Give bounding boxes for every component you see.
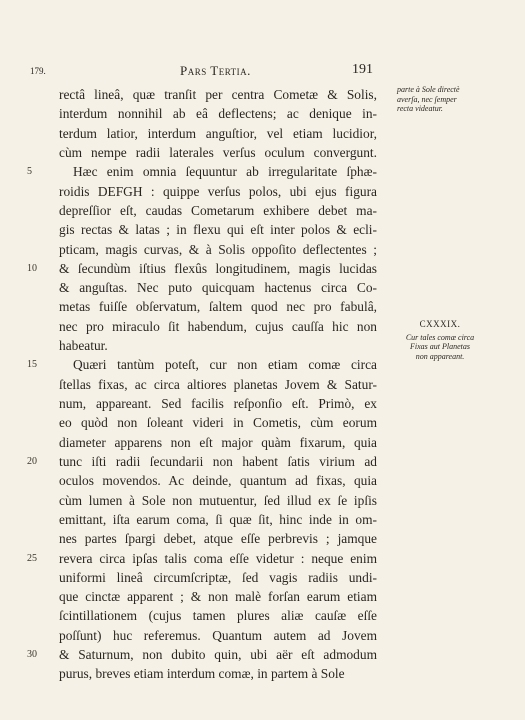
text-line: [59, 297, 377, 316]
text-line: [59, 664, 377, 683]
text-line-content: cùm nempe radii laterales verſus oculum convergunt.: [59, 144, 377, 160]
margin-note-line: Cur tales comæ circa: [405, 332, 475, 342]
text-line: [59, 394, 377, 413]
left-margin-number: 179.: [30, 66, 46, 76]
text-line-content: que cinctæ apparent ; & non malè forſan earum etiam: [59, 589, 377, 605]
text-line-content: ſcintillationem (cujus tamen plures aliæ cauſæ eſſe: [59, 608, 377, 624]
text-line: [27, 355, 377, 374]
text-line: [59, 85, 377, 104]
text-line-content: & Saturnum, non dubito quin, ubi aër eſt admodum: [59, 647, 377, 663]
text-line: [59, 143, 377, 162]
text-line-content: interdum nonnihil ab eâ deflectens; ac denique in-: [59, 106, 377, 122]
text-line-content: revera circa ipſas talis coma eſſe videtur : neque enim: [59, 550, 377, 566]
running-header: [0, 63, 525, 81]
text-line-content: Quæri tantùm poteſt, cur non etiam comæ circa: [73, 357, 377, 373]
margin-note-line: Fixas aut Planetas: [410, 342, 470, 351]
text-line: [27, 259, 377, 278]
text-line-content: metas fuiſſe obſervatum, ſaltem quod nec pro fabulâ,: [59, 299, 377, 315]
text-line-content: pticam, magis curvas, & à Solis oppoſito deflectentes ;: [59, 241, 377, 257]
text-line: [59, 510, 377, 529]
text-line-content: oculos movendos. Ac deinde, quantum ad fixas, quia: [59, 473, 377, 489]
margin-note-line: recta videatur.: [397, 104, 443, 113]
text-line-content: cùm lumen à Sole non mutuentur, ſed illud ex ſe ipſis: [59, 492, 377, 508]
text-line: [59, 413, 377, 432]
margin-note-top: [397, 85, 487, 114]
line-number: 5: [27, 166, 32, 178]
text-line: [59, 201, 377, 220]
text-line-content: diameter apparens non eſt major quàm fixarum, quia: [59, 434, 377, 450]
text-line: [59, 124, 377, 143]
text-line-content: habeatur.: [59, 338, 108, 354]
text-line: [59, 471, 377, 490]
text-line: [59, 626, 377, 645]
text-line-content: tunc iſti radii ſecundarii non habent ſatis virium ad: [59, 453, 377, 469]
text-line-content: terdum latior, interdum anguſtior, vel etiam lucidior,: [59, 125, 377, 141]
text-line: [59, 587, 377, 606]
line-number: 25: [27, 552, 37, 564]
text-line: [27, 452, 377, 471]
margin-note-line: parte à Sole directè: [397, 85, 460, 94]
section-number: CXXXIX.: [419, 319, 461, 329]
text-line-content: uniformi lineâ circumſcriptæ, ſed vagis radiis undi-: [59, 569, 377, 585]
text-line: [27, 162, 377, 181]
page-number: 191: [352, 62, 373, 77]
text-line-content: purus, breves etiam interdum comæ, in partem à Sole: [59, 666, 345, 682]
text-line-content: num, appareant. Sed facilis reſponſio eſt. Primò, ex: [59, 396, 377, 411]
margin-note-section: [390, 320, 490, 361]
text-line: [59, 104, 377, 123]
text-line-content: Hæc enim omnia ſequuntur ab irregularitate ſphæ-: [73, 164, 377, 180]
line-number: 20: [27, 455, 37, 467]
running-title: Pars Tertia.: [180, 63, 251, 78]
text-line-content: poſſunt) huc referemus. Quantum autem ad Jovem: [59, 627, 377, 643]
text-line-content: roidis DEFGH : quippe verſus polos, ubi ejus figura: [59, 183, 377, 199]
text-line: [27, 549, 377, 568]
text-line-content: rectâ lineâ, quæ tranſit per centra Cometæ & Solis,: [59, 87, 377, 102]
text-line: [59, 529, 377, 548]
text-line-content: nes partes ſpargi debet, atque eſſe perbrevis ; jamque: [59, 531, 377, 547]
line-number: 10: [27, 262, 37, 274]
text-line-content: ſtellas fixas, ac circa altiores planetas Jovem & Satur-: [59, 376, 377, 392]
text-line: [27, 645, 377, 664]
text-line-content: depreſſior eſt, caudas Cometarum exhibere debet ma-: [59, 202, 377, 218]
text-line: [59, 317, 377, 336]
text-line-content: nec pro miraculo ſit habendum, cujus cauſſa hic non: [59, 318, 377, 334]
text-line: [59, 278, 377, 297]
text-line-content: eo quòd non ſoleant videri in Cometis, cùm eorum: [59, 415, 377, 431]
text-line: [59, 240, 377, 259]
margin-note-line: averſa, nec ſemper: [397, 94, 457, 104]
text-line: [59, 433, 377, 452]
line-number: 30: [27, 649, 37, 661]
text-line: [59, 491, 377, 510]
line-number: 15: [27, 359, 37, 371]
text-line: [59, 568, 377, 587]
main-text-block: [27, 85, 377, 684]
text-line: [59, 220, 377, 239]
text-line-content: & anguſtas. Nec puto quicquam hactenus circa Co-: [59, 280, 377, 296]
text-line-content: gis rectas & latas ; in flexu qui eſt inter polos & ecli-: [59, 222, 377, 238]
text-line: [59, 606, 377, 625]
text-line: [59, 182, 377, 201]
text-line-content: & ſecundùm iſtius flexûs longitudinem, magis lucidas: [59, 260, 377, 276]
text-line: [59, 336, 377, 355]
text-line-content: emittant, iſta earum coma, ſi quæ ſit, hinc inde in om-: [59, 511, 377, 527]
margin-note-line: non appareant.: [415, 351, 465, 361]
text-line: [59, 375, 377, 394]
